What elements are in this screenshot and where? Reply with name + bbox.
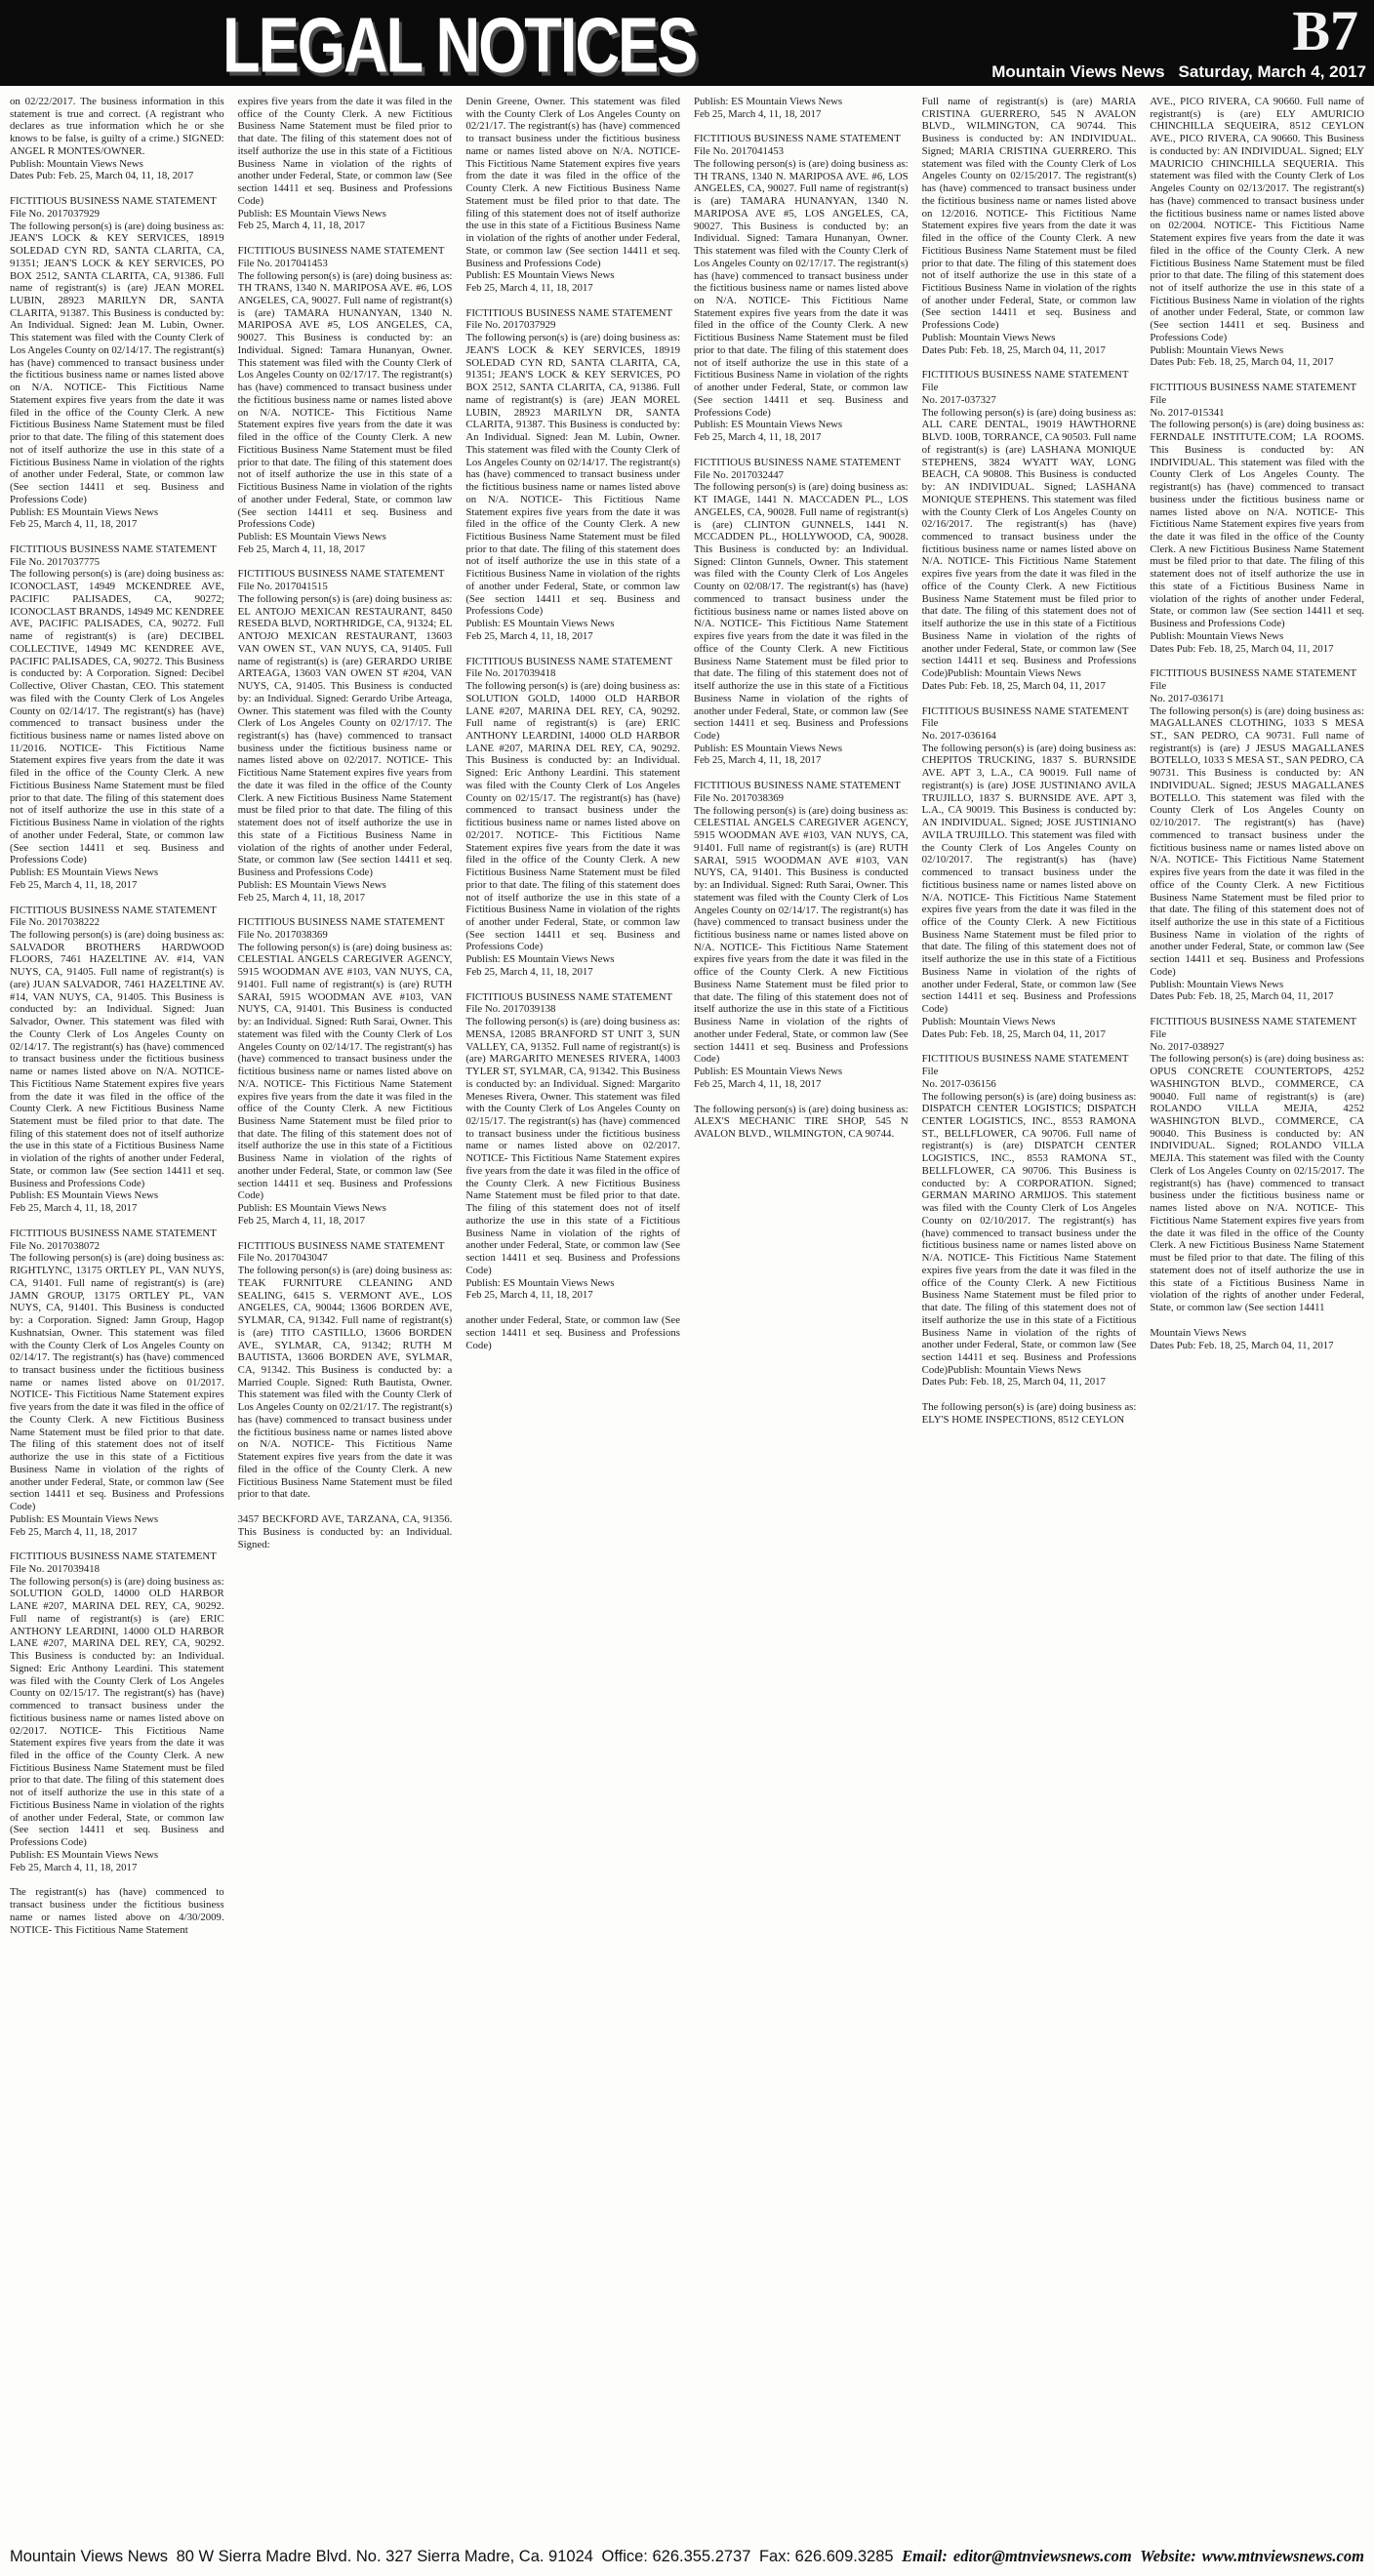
footer-paper-name: Mountain Views News: [10, 2547, 169, 2565]
notice-heading: FICTITIOUS BUSINESS NAME STATEMENT: [694, 780, 901, 792]
notice-block: [465, 991, 680, 1302]
notice-text: another under Federal, State, or common law (See section 14411 et seq. Business and Professions Code): [465, 1314, 680, 1351]
notice-publish-line: Feb 25, March 4, 11, 18, 2017: [465, 1289, 593, 1302]
notice-publish-line: Publish: ES Mountain Views News: [237, 530, 386, 543]
notice-heading: File No. 2017038369: [237, 929, 328, 941]
notice-heading: FICTITIOUS BUSINESS NAME STATEMENT: [237, 568, 445, 581]
page-number: B7: [1292, 0, 1358, 62]
notice-publish-line: Mountain Views News: [1150, 1326, 1247, 1339]
notice-text: The registrant(s) has (have) commenced to transact business under the fictitious business name or names listed above on 4/30/2009. NOTICE- This Fictitious Name Statement: [10, 1886, 224, 1936]
notice-block: [465, 307, 680, 643]
footer-office-phone: Office: 626.355.2737: [601, 2547, 751, 2565]
notice-heading: FICTITIOUS BUSINESS NAME STATEMENT: [10, 1227, 217, 1239]
notice-publish-line: Feb 25, March 4, 11, 18, 2017: [237, 220, 366, 232]
page-footer: [0, 2537, 1374, 2576]
notice-heading: FICTITIOUS BUSINESS NAME STATEMENT: [10, 543, 217, 555]
notice-publish-line: Feb 25, March 4, 11, 18, 2017: [10, 1861, 138, 1873]
notice-publish-line: Dates Pub: Feb. 18, 25, March 04, 11, 2017: [921, 1027, 1106, 1040]
notice-block: [694, 457, 909, 767]
notice-block: [922, 1053, 1137, 1389]
notice-publish-line: Publish: ES Mountain Views News: [237, 878, 386, 891]
notice-text: The following person(s) is (are) doing business as: JEAN'S LOCK & KEY SERVICES, 18919 SOLEDAD CYN RD, SANTA CLARITA, CA, 91351; JEAN'S LOCK & KEY SERVICES, PO BOX 2512, SANTA CLARITA, CA, 91386. Full name of registrant(s) is (are) JEAN MOREL LUBIN, 28923 MARILYN DR, SANTA CLARITA, 91387. This Business is conducted by: An Individual. Signed: Jean M. Lubin, Owner. This statement was filed with the County Clerk of Los Angeles County on 02/14/17. The registrant(s) has (have) commenced to transact business under the fictitious business name or names listed above on N/A. NOTICE- This Fictitious Name Statement expires five years from the date it was filed in the office of the County Clerk. A new Fictitious Business Name Statement must be filed prior to that date. The filing of this statement does not of itself authorize the use in this state of a Fictitious Business Name in violation of the rights of another under Federal, State, or common law (See section 14411 et seq. Business and Professions Code): [465, 332, 680, 618]
footer-address: 80 W Sierra Madre Blvd. No. 327 Sierra Madre, Ca. 91024: [176, 2547, 593, 2565]
notice-heading: FICTITIOUS BUSINESS NAME STATEMENT File: [1150, 1016, 1356, 1040]
notice-text: The following person(s) is (are) doing business as: ALEX'S MECHANIC TIRE SHOP, 545 N AVALON BLVD., WILMINGTON, CA 90744.: [694, 1103, 909, 1141]
notice-publish-line: Publish: ES Mountain Views News: [10, 1848, 159, 1861]
notice-publish-line: Dates Pub: Feb. 18, 25, March 04, 11, 2017: [1150, 642, 1334, 655]
notice-heading: FICTITIOUS BUSINESS NAME STATEMENT: [10, 195, 217, 208]
notice-heading: FICTITIOUS BUSINESS NAME STATEMENT: [694, 133, 901, 145]
notice-block: [1150, 667, 1364, 1003]
notice-publish-line: Feb 25, March 4, 11, 18, 2017: [694, 1077, 822, 1090]
notice-column-6: [1150, 96, 1364, 2537]
notice-publish-line: Dates Pub: Feb. 18, 25, March 04, 11, 2017: [1150, 990, 1334, 1003]
notice-heading: No. 2017-015341: [1150, 406, 1225, 419]
notice-heading: FICTITIOUS BUSINESS NAME STATEMENT File: [921, 369, 1129, 394]
notice-text: The following person(s) is (are) doing business as: ALL CARE DENTAL, 19019 HAWTHORNE BLVD. 100B, TORRANCE, CA 90503. Full name of registrant(s) is (are) LASHANA MONIQUE STEPHENS, 3824 WYATT WAY, LONG BEACH, CA 90808. This Business is conducted by: AN INDIVIDUAL. Signed; LASHANA MONIQUE STEPHENS. This statement was filed with the County Clerk of Los Angeles County on 02/16/2017. The registrant(s) has (have) commenced to transact business under the fictitious business name or names listed above on N/A. NOTICE- This Fictitious Name Statement expires five years from the date it was filed in the office of the County Clerk. A new Fictitious Business Name Statement must be filed prior to that date. The filing of this statement does not of itself authorize the use in this state of a Fictitious Business Name in violation of the rights of another under Federal, State, or common law (See section 14411 et seq. Business and Professions Code)Publish: Mountain Views News: [921, 406, 1137, 680]
footer-website: [1140, 2547, 1364, 2566]
notice-heading: No. 2017-037327: [921, 393, 996, 406]
footer-website-label: Website:: [1140, 2547, 1196, 2565]
notice-publish-line: Publish: ES Mountain Views News: [465, 618, 615, 630]
notice-text: The following person(s) is (are) doing business as: RIGHTLYNC, 13175 ORTLEY PL, VAN NUYS, CA, 91401. Full name of registrant(s) is (are) JAMN GROUP, 13175 ORTLEY PL, VAN NUYS, CA, 91401. This Business is conducted by: a Corporation. Signed: Jamn Group, Hagop Kushnatsian, Owner. This statement was filed with the County Clerk of Los Angeles County on 02/14/17. The registrant(s) has (have) commenced to transact business under the fictitious business name or names listed above on 01/2017. NOTICE- This Fictitious Name Statement expires five years from the date it was filed in the office of the County Clerk. A new Fictitious Business Name Statement must be filed prior to that date. The filing of this statement does not of itself authorize the use in this state of a Fictitious Business Name in violation of the rights of another under Federal, State, or common law (See section 14411 et seq. Business and Professions Code): [10, 1252, 224, 1513]
notice-publish-line: Publish: ES Mountain Views News: [465, 269, 615, 282]
notice-column-5: [922, 96, 1137, 2537]
notice-block: [238, 1240, 453, 1501]
notice-publish-line: Publish: ES Mountain Views News: [465, 1276, 615, 1289]
notice-text: The following person(s) is (are) doing business as: SALVADOR BROTHERS HARDWOOD FLOORS, 7461 HAZELTINE AV. #14, VAN NUYS, CA, 91405. Full name of registrant(s) is (are) JUAN SALVADOR, 7461 HAZELTINE AV. #14, VAN NUYS, CA, 91405. This Business is conducted by: an Individual. Signed: Juan Salvador, Owner. This statement was filed with the County Clerk of Los Angeles County on 02/14/17. The registrant(s) has (have) commenced to transact business under the fictitious business name or names listed above on N/A. NOTICE- This Fictitious Name Statement expires five years from the date it was filed in the office of the County Clerk. A new Fictitious Business Name Statement must be filed prior to that date. The filing of this statement does not of itself authorize the use in this state of a Fictitious Business Name in violation of the rights of another under Federal, State, or common law (See section 14411 et seq. Business and Professions Code): [10, 929, 224, 1189]
notice-publish-line: Publish: ES Mountain Views News: [465, 953, 615, 966]
notice-block: [694, 780, 909, 1090]
notice-publish-line: Dates Pub: Feb. 18, 25, March 04, 11, 2017: [1150, 356, 1334, 369]
notice-publish-line: Feb 25, March 4, 11, 18, 2017: [465, 965, 593, 978]
notice-text: The following person(s) is (are) doing business as: TEAK FURNITURE CLEANING AND SEALING, 6415 S. VERMONT AVE., LOS ANGELES, CA, 90044; 13606 BORDEN AVE, SYLMAR, CA, 91342. Full name of registrant(s) is (are) TITO CASTILLO, 13606 BORDEN AVE., SYLMAR, CA, 91342; RUTH M BAUTISTA, 13606 BORDEN AVE, SYLMAR, CA, 91342. This Business is conducted by: a Married Couple. Signed: Ruth Bautista, Owner. This statement was filed with the County Clerk of Los Angeles County on 02/21/17. The registrant(s) has (have) commenced to transact business under the fictitious business name or names listed above on N/A. NOTICE- This Fictitious Name Statement expires five years from the date it was filed in the office of the County Clerk. A new Fictitious Business Name Statement must be filed prior to that date.: [237, 1265, 453, 1501]
notice-publish-line: Feb 25, March 4, 11, 18, 2017: [694, 431, 822, 444]
notice-block: [694, 133, 909, 443]
notice-heading: FICTITIOUS BUSINESS NAME STATEMENT: [465, 306, 673, 319]
notice-publish-line: Feb 25, March 4, 11, 18, 2017: [465, 282, 593, 295]
notice-block: [1150, 1327, 1364, 1351]
notice-block: [238, 245, 453, 555]
notice-heading: File No. 2017039418: [10, 1562, 101, 1575]
notice-heading: File No. 2017038222: [10, 916, 101, 929]
notice-heading: File No. 2017037929: [465, 319, 556, 332]
notice-block: [238, 1513, 453, 1550]
notice-block: [10, 1550, 224, 1873]
notice-text: The following person(s) is (are) doing business as: MAGALLANES CLOTHING, 1033 S MESA ST., SAN PEDRO, CA 90731. Full name of registrant(s) is (are) J JESUS MAGALLANES BOTELLO, 1033 S MESA ST., SAN PEDRO, CA 90731. This Business is conducted by: AN INDIVIDUAL. Signed; JESUS MAGALLANES BOTELLO. This statement was filed with the County Clerk of Los Angeles County on 02/10/2017. The registrant(s) has (have) commenced to transact business under the fictitious business name or names listed above on N/A. NOTICE- This Fictitious Name Statement expires five years from the date it was filed in the office of the County Clerk. A new Fictitious Business Name Statement must be filed prior to that date. The filing of this statement does not of itself authorize the use in this state of a Fictitious Business Name in violation of the rights of another under Federal, State, or common law (See section 14411 et seq. Business and Professions Code): [1150, 704, 1364, 978]
notice-column-1: [10, 96, 224, 2537]
notice-heading: FICTITIOUS BUSINESS NAME STATEMENT File: [1150, 667, 1356, 693]
notice-text: The following person(s) is (are) doing business as: JEAN'S LOCK & KEY SERVICES, 18919 SOLEDAD CYN RD, SANTA CLARITA, CA, 91351; JEAN'S LOCK & KEY SERVICES, PO BOX 2512, SANTA CLARITA, CA, 91386. Full name of registrant(s) is (are) JEAN MOREL LUBIN, 28923 MARILYN DR, SANTA CLARITA, 91387. This Business is conducted by: An Individual. Signed: Jean M. Lubin, Owner. This statement was filed with the County Clerk of Los Angeles County on 02/14/17. The registrant(s) has (have) commenced to transact business under the fictitious business name or names listed above on N/A. NOTICE- This Fictitious Name Statement expires five years from the date it was filed in the office of the County Clerk. A new Fictitious Business Name Statement must be filed prior to that date. The filing of this statement does not of itself authorize the use in this state of a Fictitious Business Name in violation of the rights of another under Federal, State, or common law (See section 14411 et seq. Business and Professions Code): [10, 220, 224, 505]
footer-email-value: editor@mtnviewsnews.com: [952, 2547, 1132, 2565]
notice-block: [922, 96, 1137, 356]
notice-text: The following person(s) is (are) doing business as: ICONOCLAST, 14949 MCKENDREE AVE, PACIFIC PALISADES, CA, 90272; ICONOCLAST BRANDS, 14949 MC KENDREE AVE, PACIFIC PALISADES, CA, 90272. Full name of registrant(s) is (are) DECIBEL COLLECTIVE, 14949 MC KENDREE AVE, PACIFIC PALISADES, CA, 90272. This Business is conducted by: A Corporation. Signed: Decibel Collective, Oliver Chastan, CEO. This statement was filed with the County Clerk of Los Angeles County on 02/14/17. The registrant(s) has (have) commenced to transact business under the fictitious business name or names listed above on 11/2016. NOTICE- This Fictitious Name Statement expires five years from the date it was filed in the office of the County Clerk. A new Fictitious Business Name Statement must be filed prior to that date. The filing of this statement does not of itself authorize the use in this state of a Fictitious Business Name in violation of the rights of another under Federal, State, or common law (See section 14411 et seq. Business and Professions Code): [10, 568, 224, 866]
notice-heading: FICTITIOUS BUSINESS NAME STATEMENT: [10, 1550, 217, 1563]
notice-heading: No. 2017-036171: [1150, 692, 1225, 704]
notice-block: [10, 195, 224, 531]
notice-text: The following person(s) is (are) doing business as: KT IMAGE, 1441 N. MACCADEN PL., LOS ANGELES, CA, 90028. Full name of registrant(s) is (are) CLINTON GUNNELS, 1441 N. MCCADDEN PL., HOLLYWOOD, CA, 90028. This Business is conducted by: an Individual. Signed: Clinton Gunnels, Owner. This statement was filed with the County Clerk of Los Angeles County on 02/08/17. The registrant(s) has (have) commenced to transact business under the fictitious business name or names listed above on N/A. NOTICE- This Fictitious Name Statement expires five years from the date it was filed in the office of the County Clerk. A new Fictitious Business Name Statement must be filed prior to that date. The filing of this statement does not of itself authorize the use in this state of a Fictitious Business Name in violation of the rights of another under Federal, State, or common law (See section 14411 et seq. Business and Professions Code): [694, 481, 909, 742]
notice-heading: FICTITIOUS BUSINESS NAME STATEMENT: [694, 456, 901, 468]
notice-block: [922, 705, 1137, 1041]
notice-heading: No. 2017-038927: [1150, 1040, 1225, 1053]
notice-heading: File No. 2017038072: [10, 1239, 101, 1252]
notice-heading: FICTITIOUS BUSINESS NAME STATEMENT File: [921, 1053, 1129, 1078]
notice-publish-line: Publish: ES Mountain Views News: [10, 505, 159, 518]
notice-publish-line: Dates Pub: Feb. 18, 25, March 04, 11, 2017: [921, 343, 1106, 356]
notice-publish-line: Publish: ES Mountain Views News: [694, 1066, 843, 1078]
notice-column-4: [694, 96, 909, 2537]
footer-email: [902, 2547, 1132, 2566]
masthead-date: Saturday, March 4, 2017: [1178, 62, 1366, 81]
notice-heading: File No. 2017039418: [465, 667, 556, 680]
notice-block: [1150, 96, 1364, 369]
notice-text: The following person(s) is (are) doing business as: MENSA, 12085 BRANFORD ST UNIT 3, SUN VALLEY, CA, 91352. Full name of registrant(s) is (are) MARGARITO MENESES RIVERA, 14003 TYLER ST, SYLMAR, CA, 91342. This Business is conducted by: an Individual. Signed: Margarito Meneses Rivera, Owner. This statement was filed with the County Clerk of Los Angeles County on 02/15/17. The registrant(s) has (have) commenced to transact business under the fictitious business name or names listed above on 02/2017. NOTICE- This Fictitious Name Statement expires five years from the date it was filed in the office of the County Clerk. A new Fictitious Business Name Statement must be filed prior to that date. The filing of this statement does not of itself authorize the use in this state of a Fictitious Business Name in violation of the rights of another under Federal, State, or common law (See section 14411 et seq. Business and Professions Code): [465, 1016, 680, 1276]
notice-publish-line: Publish: Mountain Views News: [1150, 343, 1284, 356]
notice-publish-line: Feb 25, March 4, 11, 18, 2017: [237, 891, 366, 904]
notice-publish-line: Publish: Mountain Views News: [1150, 978, 1284, 990]
notice-text: The following person(s) is (are) doing business as: SOLUTION GOLD, 14000 OLD HARBOR LANE #207, MARINA DEL REY, CA, 90292. Full name of registrant(s) is (are) ERIC ANTHONY LEARDINI, 14000 OLD HARBOR LANE #207, MARINA DEL REY, CA, 90292. This Business is conducted by: an Individual. Signed: Eric Anthony Leardini. This statement was filed with the County Clerk of Los Angeles County on 02/15/17. The registrant(s) has (have) commenced to transact business under the fictitious business name or names listed above on 02/2017. NOTICE- This Fictitious Name Statement expires five years from the date it was filed in the office of the County Clerk. A new Fictitious Business Name Statement must be filed prior to that date. The filing of this statement does not of itself authorize the use in this state of a Fictitious Business Name in violation of the rights of another under Federal, State, or common law (See section 14411 et seq. Business and Professions Code): [10, 1575, 224, 1849]
notice-heading: FICTITIOUS BUSINESS NAME STATEMENT: [465, 990, 673, 1003]
notice-text: The following person(s) is (are) doing business as: FERNDALE INSTITUTE.COM; LA ROOMS. This Business is conducted by: AN INDIVIDUAL. This statement was filed with the County Clerk of Los Angeles County. The registrant(s) has (have) commenced to transact business under the fictitious business name or names listed above on N/A. NOTICE- This Fictitious Name Statement expires five years from the date it was filed in the office of the County Clerk. A new Fictitious Business Name Statement must be filed prior to that date. The filing of this statement does not of itself authorize the use in this state of a Fictitious Business Name in violation of the rights of another under Federal, State, or common law (See section 14411 et seq. Business and Professions Code): [1150, 419, 1364, 630]
notice-heading: File No. 2017043047: [237, 1252, 328, 1265]
footer-fax: Fax: 626.609.3285: [758, 2547, 894, 2565]
notice-publish-line: Feb 25, March 4, 11, 18, 2017: [694, 754, 822, 767]
notice-publish-line: Publish: Mountain Views News: [10, 157, 143, 170]
masthead: [0, 0, 1374, 90]
notice-heading: File No. 2017032447: [694, 468, 785, 481]
notice-publish-line: Feb 25, March 4, 11, 18, 2017: [694, 107, 822, 120]
notice-text: Denin Greene, Owner. This statement was filed with the County Clerk of Los Angeles County on 02/21/17. The registrant(s) has (have) commenced to transact business under the fictitious business name or names listed above on N/A. NOTICE- This Fictitious Name Statement expires five years from the date it was filed in the office of the County Clerk. A new Fictitious Business Name Statement must be filed prior to that date. The filing of this statement does not of itself authorize the use in this state of a Fictitious Business Name in violation of the rights of another under Federal, State, or common law (See section 14411 et seq. Business and Professions Code): [465, 96, 680, 269]
notice-block: [10, 1886, 224, 1936]
notice-publish-line: Feb 25, March 4, 11, 18, 2017: [10, 878, 138, 891]
notice-block: [465, 656, 680, 979]
notice-heading: FICTITIOUS BUSINESS NAME STATEMENT: [237, 916, 445, 929]
notice-publish-line: Feb 25, March 4, 11, 18, 2017: [465, 629, 593, 642]
notice-publish-line: Publish: ES Mountain Views News: [237, 207, 386, 220]
notice-text: 3457 BECKFORD AVE, TARZANA, CA, 91356. This Business is conducted by: an Individual. Signed:: [237, 1513, 453, 1550]
notice-heading: File No. 2017041515: [237, 581, 328, 593]
notice-publish-line: Feb 25, March 4, 11, 18, 2017: [10, 518, 138, 531]
notice-block: [238, 568, 453, 904]
masthead-paper-name: Mountain Views News: [991, 62, 1165, 81]
notice-text: on 02/22/2017. The business information in this statement is true and correct. (A registrant who declares as true information which he or she knows to be false, is guilty of a crime.) SIGNED: ANGEL R MONTES/OWNER.: [10, 96, 224, 157]
notice-text: The following person(s) is (are) doing business as: CHEPITOS TRUCKING, 1837 S. BURNSIDE AVE. APT 3, L.A., CA 90019. Full name of registrant(s) is (are) JOSE JUSTINIANO AVILA TRUJILLO, 1837 S. BURNSIDE AVE. APT 3, L.A., CA 90019. This Business is conducted by: AN INDIVIDUAL. Signed; JOSE JUSTINIANO AVILA TRUJILLO. This statement was filed with the County Clerk of Los Angeles County on 02/10/2017. The registrant(s) has (have) commenced to transact business under the fictitious business name or names listed above on N/A. NOTICE- This Fictitious Name Statement expires five years from the date it was filed in the office of the County Clerk. A new Fictitious Business Name Statement must be filed prior to that date. The filing of this statement does not of itself authorize the use in this state of a Fictitious Business Name in violation of the rights of another under Federal, State, or common law (See section 14411 et seq. Business and Professions Code): [921, 742, 1137, 1016]
notice-block: [694, 1104, 909, 1141]
notice-block: [10, 1228, 224, 1538]
notice-publish-line: Feb 25, March 4, 11, 18, 2017: [237, 1214, 366, 1227]
notice-publish-line: Publish: ES Mountain Views News: [694, 419, 843, 431]
notice-block: [922, 369, 1137, 692]
notice-column-3: [465, 96, 680, 2537]
notice-publish-line: Publish: ES Mountain Views News: [694, 96, 843, 107]
notice-text: The following person(s) is (are) doing business as: TH TRANS, 1340 N. MARIPOSA AVE. #6, LOS ANGELES, CA, 90027. Full name of registrant(s) is (are) TAMARA HUNANYAN, 1340 N. MARIPOSA AVE #5, LOS ANGELES, CA, 90027. This Business is conducted by: an Individual. Signed: Tamara Hunanyan, Owner. This statement was filed with the County Clerk of Los Angeles County on 02/17/17. The registrant(s) has (have) commenced to transact business under the fictitious business name or names listed above on N/A. NOTICE- This Fictitious Name Statement expires five years from the date it was filed in the office of the County Clerk. A new Fictitious Business Name Statement must be filed prior to that date. The filing of this statement does not of itself authorize the use in this state of a Fictitious Business Name in violation of the rights of another under Federal, State, or common law (See section 14411 et seq. Business and Professions Code): [237, 269, 453, 531]
notice-text: The following person(s) is (are) doing business as: CELESTIAL ANGELS CAREGIVER AGENCY, 5915 WOODMAN AVE #103, VAN NUYS, CA, 91401. Full name of registrant(s) is (are) RUTH SARAI, 5915 WOODMAN AVE #103, VAN NUYS, CA, 91401. This Business is conducted by: an Individual. Signed: Ruth Sarai, Owner. This statement was filed with the County Clerk of Los Angeles County on 02/14/17. The registrant(s) has (have) commenced to transact business under the fictitious business name or names listed above on N/A. NOTICE- This Fictitious Name Statement expires five years from the date it was filed in the office of the County Clerk. A new Fictitious Business Name Statement must be filed prior to that date. The filing of this statement does not of itself authorize the use in this state of a Fictitious Business Name in violation of the rights of another under Federal, State, or common law (See section 14411 et seq. Business and Professions Code): [237, 941, 453, 1202]
notice-heading: File No. 2017037929: [10, 207, 101, 220]
notice-block: [10, 905, 224, 1215]
notice-publish-line: Dates Pub: Feb. 18, 25, March 04, 11, 2017: [1150, 1339, 1334, 1351]
notice-text: The following person(s) is (are) doing business as: DISPATCH CENTER LOGISTICS; DISPATCH CENTER LOGISTICS, INC., 8553 RAMONA ST., BELLFLOWER, CA 90706. Full name of registrant(s) is (are) DISPATCH CENTER LOGISTICS, INC., 8553 RAMONA ST., BELLFLOWER, CA 90706. This Business is conducted by: A CORPORATION. Signed; GERMAN MARINO ARMIJOS. This statement was filed with the County Clerk of Los Angeles County on 02/10/2017. The registrant(s) has (have) commenced to transact business under the fictitious business name or names listed above on N/A. NOTICE- This Fictitious Name Statement expires five years from the date it was filed in the office of the County Clerk. A new Fictitious Business Name Statement must be filed prior to that date. The filing of this statement does not of itself authorize the use in this state of a Fictitious Business Name in violation of the rights of another under Federal, State, or common law (See section 14411 et seq. Business and Professions Code)Publish: Mountain Views News: [921, 1090, 1137, 1376]
notice-heading: No. 2017-036164: [921, 729, 996, 742]
legal-notices-columns: [0, 86, 1374, 2537]
notice-publish-line: Feb 25, March 4, 11, 18, 2017: [10, 1202, 138, 1215]
notice-block: [694, 96, 909, 120]
notice-text: The following person(s) is (are) doing business as: SOLUTION GOLD, 14000 OLD HARBOR LANE #207, MARINA DEL REY, CA, 90292. Full name of registrant(s) is (are) ERIC ANTHONY LEARDINI, 14000 OLD HARBOR LANE #207, MARINA DEL REY, CA, 90292. This Business is conducted by: an Individual. Signed: Eric Anthony Leardini. This statement was filed with the County Clerk of Los Angeles County on 02/15/17. The registrant(s) has (have) commenced to transact business under the fictitious business name or names listed above on 02/2017. NOTICE- This Fictitious Name Statement expires five years from the date it was filed in the office of the County Clerk. A new Fictitious Business Name Statement must be filed prior to that date. The filing of this statement does not of itself authorize the use in this state of a Fictitious Business Name in violation of the rights of another under Federal, State, or common law (See section 14411 et seq. Business and Professions Code): [465, 680, 680, 953]
notice-block: [238, 96, 453, 232]
notice-heading: FICTITIOUS BUSINESS NAME STATEMENT: [237, 245, 445, 258]
notice-text: The following person(s) is (are) doing business as: TH TRANS, 1340 N. MARIPOSA AVE. #6, LOS ANGELES, CA, 90027. Full name of registrant(s) is (are) TAMARA HUNANYAN, 1340 N. MARIPOSA AVE #5, LOS ANGELES, CA, 90027. This Business is conducted by: an Individual. Signed: Tamara Hunanyan, Owner. This statement was filed with the County Clerk of Los Angeles County on 02/17/17. The registrant(s) has (have) commenced to transact business under the fictitious business name or names listed above on N/A. NOTICE- This Fictitious Name Statement expires five years from the date it was filed in the office of the County Clerk. A new Fictitious Business Name Statement must be filed prior to that date. The filing of this statement does not of itself authorize the use in this state of a Fictitious Business Name in violation of the rights of another under Federal, State, or common law (See section 14411 et seq. Business and Professions Code): [694, 157, 909, 419]
notice-block: [1150, 382, 1364, 655]
footer-website-value: www.mtnviewsnews.com: [1201, 2547, 1364, 2565]
notice-publish-line: Publish: ES Mountain Views News: [10, 866, 159, 879]
notice-heading: File No. 2017037775: [10, 555, 101, 568]
masthead-dateline: [991, 62, 1366, 82]
notice-text: The following person(s) is (are) doing business as: OPUS CONCRETE COUNTERTOPS, 4252 WASHINGTON BLVD., COMMERCE, CA 90040. Full name of registrant(s) is (are) ROLANDO VILLA MEJIA, 4252 WASHINGTON BLVD., COMMERCE, CA 90040. This Business is conducted by: AN INDIVIDUAL. Signed; ROLANDO VILLA MEJIA. This statement was filed with the County Clerk of Los Angeles County on 02/15/2017. The registrant(s) has (have) commenced to transact business under the fictitious business name or names listed above on N/A. NOTICE- This Fictitious Name Statement expires five years from the date it was filed in the office of the County Clerk. A new Fictitious Business Name Statement must be filed prior to that date. The filing of this statement does not of itself authorize the use in this state of a Fictitious Business Name in violation of the rights of another under Federal, State, or common law (See section 14411: [1150, 1053, 1364, 1314]
notice-text: The following person(s) is (are) doing business as: EL ANTOJO MEXICAN RESTAURANT, 8450 RESEDA BLVD, NORTHRIDGE, CA, 91324; EL ANTOJO MEXICAN RESTAURANT, 13603 VAN OWEN ST., VAN NUYS, CA, 91405. Full name of registrant(s) is (are) GERARDO URIBE ARTEAGA, 13603 VAN OWEN ST #204, VAN NUYS, CA, 91405. This Business is conducted by: an Individual. Signed: Gerardo Uribe Arteaga, Owner. This statement was filed with the County Clerk of Los Angeles County on 02/17/17. The registrant(s) has (have) commenced to transact business under the fictitious business name or names listed above on 02/2017. NOTICE- This Fictitious Name Statement expires five years from the date it was filed in the office of the County Clerk. A new Fictitious Business Name Statement must be filed prior to that date. The filing of this statement does not of itself authorize the use in this state of a Fictitious Business Name in violation of the rights of another under Federal, State, or common law (See section 14411 et seq. Business and Professions Code): [237, 592, 453, 879]
notice-publish-line: Dates Pub: Feb. 18, 25, March 04, 11, 2017: [921, 679, 1106, 692]
notice-heading: FICTITIOUS BUSINESS NAME STATEMENT File: [1150, 382, 1356, 406]
notice-heading: File No. 2017039138: [465, 1003, 556, 1016]
notice-text: AVE., PICO RIVERA, CA 90660. Full name of registrant(s) is (are) ELY AMURICIO CHINCHILLA SEQUEIRA, 8512 CEYLON AVE., PICO RIVERA, CA 90660. This Business is conducted by: AN INDIVIDUAL. Signed; ELY MAURICIO CHINCHILLA SEQUERIA. This statement was filed with the County Clerk of Los Angeles County on 02/13/2017. The registrant(s) has (have) commenced to transact business under the fictitious business name or names listed above on 02/2004. NOTICE- This Fictitious Name Statement expires five years from the date it was filed in the office of the County Clerk. A new Fictitious Business Name Statement must be filed prior to that date. The filing of this statement does not of itself authorize the use in this state of a Fictitious Business Name in violation of the rights of another under Federal, State, or common law (See section 14411 et seq. Business and Professions Code): [1150, 96, 1364, 343]
notice-heading: FICTITIOUS BUSINESS NAME STATEMENT: [237, 1239, 445, 1252]
notice-publish-line: Publish: ES Mountain Views News: [10, 1189, 159, 1202]
notice-heading: FICTITIOUS BUSINESS NAME STATEMENT File: [921, 704, 1129, 730]
notice-column-2: [238, 96, 453, 2537]
page-title: LEGAL NOTICES: [222, 3, 697, 90]
notice-heading: FICTITIOUS BUSINESS NAME STATEMENT: [465, 655, 673, 667]
notice-text: The following person(s) is (are) doing business as: CELESTIAL ANGELS CAREGIVER AGENCY, 5915 WOODMAN AVE #103, VAN NUYS, CA, 91401. Full name of registrant(s) is (are) RUTH SARAI, 5915 WOODMAN AVE #103, VAN NUYS, CA, 91401. This Business is conducted by: an Individual. Signed: Ruth Sarai, Owner. This statement was filed with the County Clerk of Los Angeles County on 02/14/17. The registrant(s) has (have) commenced to transact business under the fictitious business name or names listed above on N/A. NOTICE- This Fictitious Name Statement expires five years from the date it was filed in the office of the County Clerk. A new Fictitious Business Name Statement must be filed prior to that date. The filing of this statement does not of itself authorize the use in this state of a Fictitious Business Name in violation of the rights of another under Federal, State, or common law (See section 14411 et seq. Business and Professions Code): [694, 804, 909, 1066]
notice-block: [10, 96, 224, 182]
notice-publish-line: Dates Pub: Feb. 25, March 04, 11, 18, 2017: [10, 170, 194, 182]
notice-text: expires five years from the date it was filed in the office of the County Clerk. A new Fictitious Business Name Statement must be filed prior to that date. The filing of this statement does not of itself authorize the use in this state of a Fictitious Business Name in violation of the rights of another under Federal, State, or common law (See section 14411 et seq. Business and Professions Code): [237, 96, 453, 207]
notice-heading: File No. 2017041453: [237, 257, 328, 269]
notice-block: [465, 96, 680, 295]
notice-publish-line: Feb 25, March 4, 11, 18, 2017: [10, 1525, 138, 1538]
notice-publish-line: Publish: Mountain Views News: [921, 331, 1056, 343]
notice-block: [465, 1314, 680, 1351]
notice-block: [10, 543, 224, 892]
notice-publish-line: Publish: Mountain Views News: [1150, 629, 1284, 642]
notice-text: Full name of registrant(s) is (are) MARIA CRISTINA GUERRERO, 545 N AVALON BLVD., WILMINGTON, CA 90744. This Business is conducted by: AN INDIVIDUAL. Signed; MARIA CRISTINA GUERRERO. This statement was filed with the County Clerk of Los Angeles County on 02/15/2017. The registrant(s) has (have) commenced to transact business under the fictitious business name or names listed above on 12/2016. NOTICE- This Fictitious Name Statement expires five years from the date it was filed in the office of the County Clerk. A new Fictitious Business Name Statement must be filed prior to that date. The filing of this statement does not of itself authorize the use in this state of a Fictitious Business Name in violation of the rights of another under Federal, State, or common law (See section 14411 et seq. Business and Professions Code): [921, 96, 1137, 332]
notice-publish-line: Publish: Mountain Views News: [921, 1015, 1056, 1027]
notice-block: [238, 916, 453, 1227]
notice-publish-line: Publish: ES Mountain Views News: [694, 742, 843, 754]
notice-block: [1150, 1016, 1364, 1314]
notice-block: [922, 1401, 1137, 1426]
notice-publish-line: Dates Pub: Feb. 18, 25, March 04, 11, 2017: [921, 1376, 1106, 1389]
notice-publish-line: Publish: ES Mountain Views News: [237, 1202, 386, 1215]
notice-text: The following person(s) is (are) doing business as: ELY'S HOME INSPECTIONS, 8512 CEYLON: [921, 1401, 1137, 1426]
notice-heading: FICTITIOUS BUSINESS NAME STATEMENT: [10, 904, 217, 916]
notice-publish-line: Feb 25, March 4, 11, 18, 2017: [237, 543, 366, 555]
notice-publish-line: Publish: ES Mountain Views News: [10, 1512, 159, 1525]
notice-heading: File No. 2017038369: [694, 791, 785, 804]
notice-heading: No. 2017-036156: [921, 1077, 996, 1090]
notice-heading: File No. 2017041453: [694, 145, 785, 158]
footer-email-label: Email:: [902, 2547, 948, 2565]
